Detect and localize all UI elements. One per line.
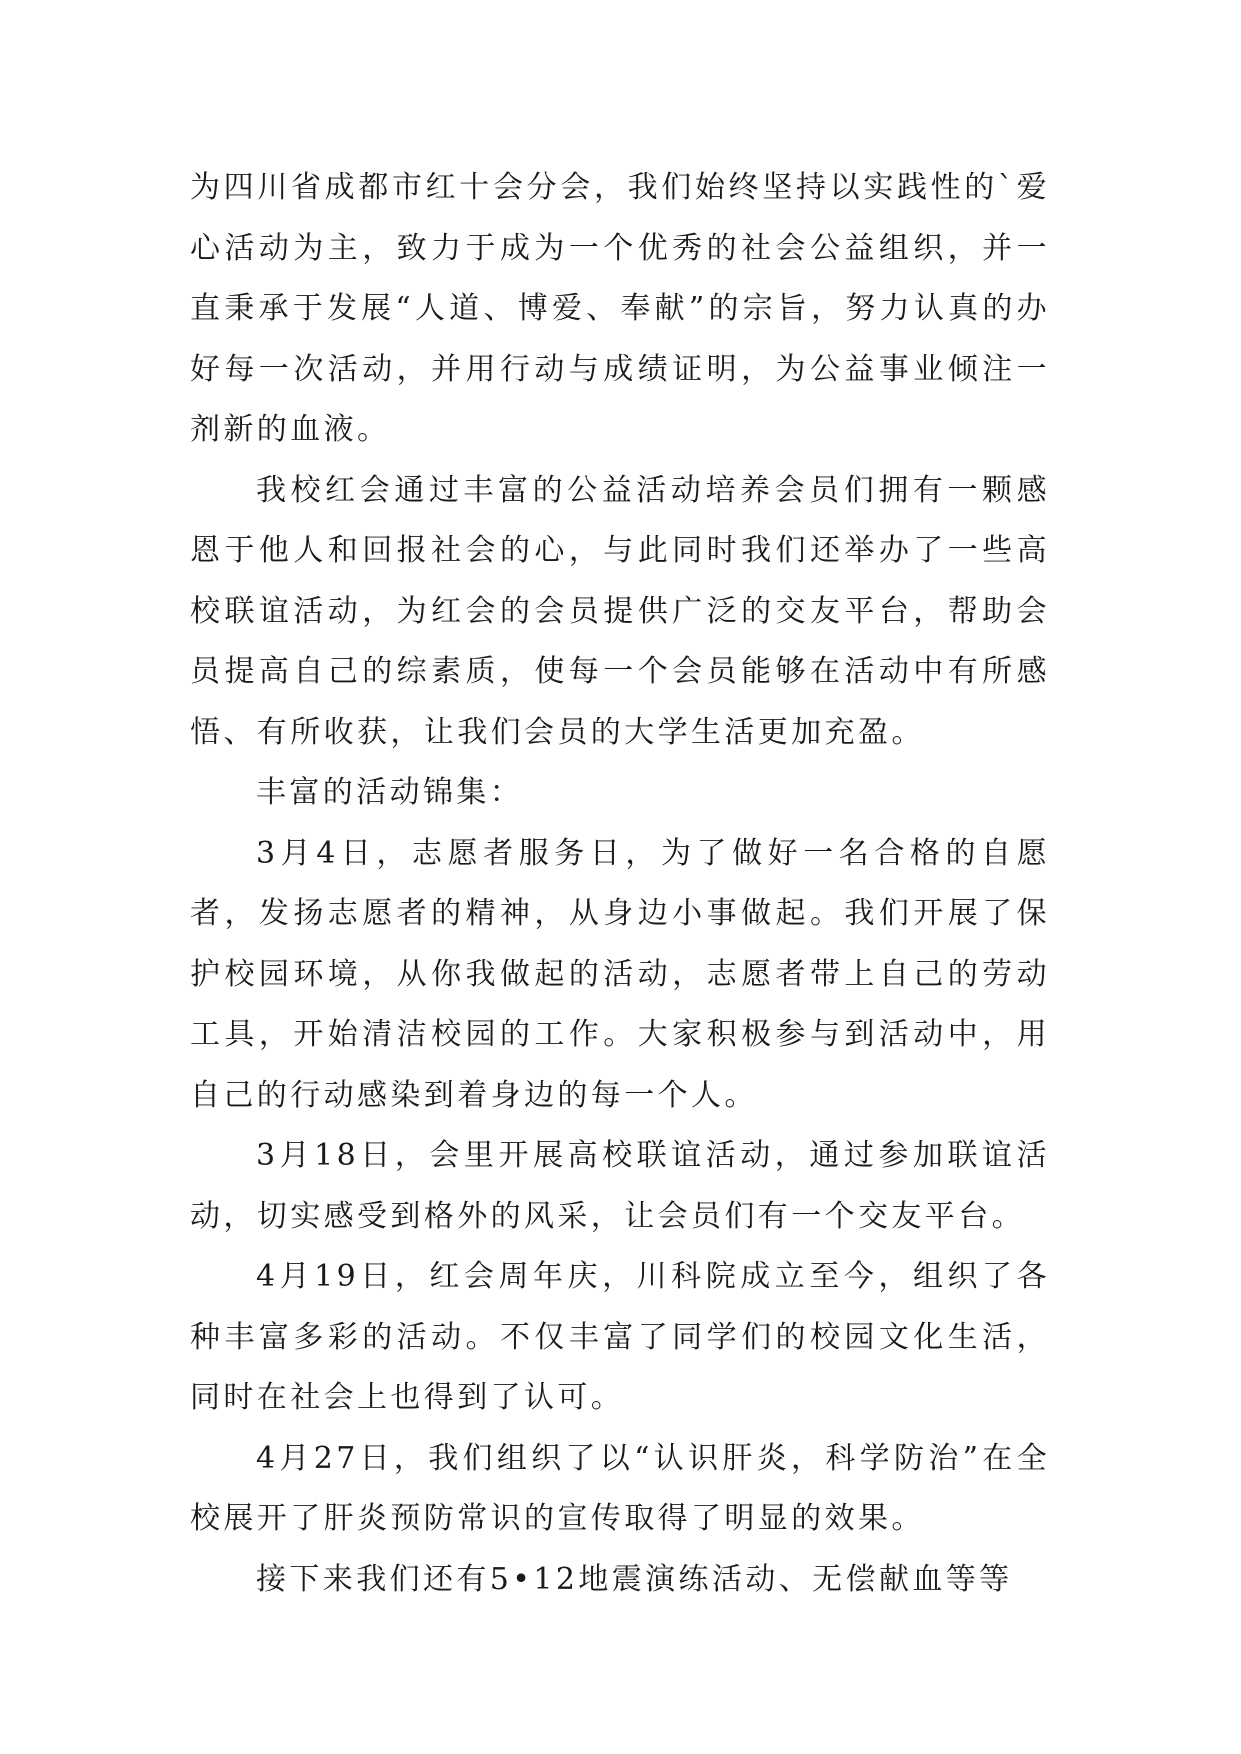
paragraph-march-4: 3月4日，志愿者服务日，为了做好一名合格的自愿者，发扬志愿者的精神，从身边小事做起。我们开展了保护校园环境，从你我做起的活动，志愿者带上自己的劳动工具，开始清洁校园的工作。大家积极参与到活动中，用自己的行动感染到着身边的每一个人。: [190, 835, 1050, 1113]
paragraph-april-27: 4月27日，我们组织了以“认识肝炎，科学防治”在全校展开了肝炎预防常识的宣传取得了明显的效果。: [190, 1440, 1050, 1536]
paragraph-member-growth: 我校红会通过丰富的公益活动培养会员们拥有一颗感恩于他人和回报社会的心，与此同时我们还举办了一些高校联谊活动，为红会的会员提供广泛的交友平台，帮助会员提高自己的综素质，使每一个会员能够在活动中有所感悟、有所收获，让我们会员的大学生活更加充盈。: [190, 472, 1050, 750]
paragraph-intro: 为四川省成都市红十会分会，我们始终坚持以实践性的`爱心活动为主，致力于成为一个优秀的社会公益组织，并一直秉承于发展“人道、博爱、奉献”的宗旨，努力认真的办好每一次活动，并用行动与成绩证明，为公益事业倾注一剂新的血液。: [190, 170, 1050, 447]
paragraph-april-19: 4月19日，红会周年庆，川科院成立至今，组织了各种丰富多彩的活动。不仅丰富了同学们的校园文化生活，同时在社会上也得到了认可。: [190, 1259, 1050, 1415]
paragraph-march-18: 3月18日，会里开展高校联谊活动，通过参加联谊活动，切实感受到格外的风采，让会员们有一个交友平台。: [190, 1138, 1050, 1234]
document-body: [190, 158, 1050, 1610]
paragraph-activities-heading: 丰富的活动锦集：: [256, 775, 524, 810]
paragraph-upcoming: 接下来我们还有5•12地震演练活动、无偿献血等等: [256, 1561, 1013, 1597]
